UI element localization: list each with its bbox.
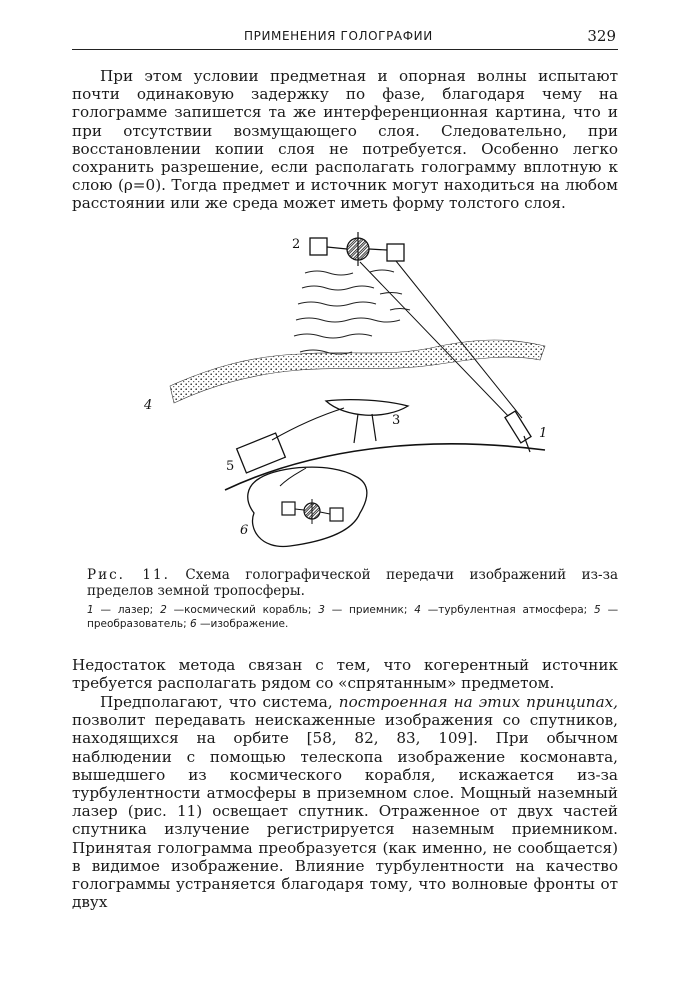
paragraph-1: При этом условии предметная и опорная волны испытают почти одинаковую задержку по фазе, благодаря чему на голограмме запишется та же интерференционная картина, что и при отсутствии возмущающего слоя. Следовательно, при восстановлении копии слоя не потребуется. Особенно легко сохранить разрешение, если располагать голограмму вплотную к слою (ρ=0). Тогда предмет и источник могут находиться на любом расстоянии или же среда может иметь форму толстого слоя.: [72, 67, 618, 213]
legend-text: — приемник;: [331, 604, 408, 616]
legend-num: 5: [594, 604, 601, 616]
figure-holographic-scheme: [140, 228, 560, 558]
paragraph-3-start: Предполагают, что система,: [100, 693, 333, 711]
page-number: 329: [587, 27, 616, 45]
legend-text: —преобразователь;: [87, 604, 619, 630]
figure-label-5: 5: [226, 459, 235, 474]
legend-num: 6: [189, 618, 197, 630]
figure-label-3: 3: [392, 413, 401, 428]
caption-label: Рис. 11.: [87, 567, 170, 583]
paragraph-3: [72, 693, 618, 911]
legend-num: 2: [160, 604, 167, 616]
figure-label-1: 1: [539, 426, 548, 441]
paragraph-3-rest: позволит передавать неискаженные изображения со спутников, находящихся на орбите [58, 82, 83, 109]. При обычном наблюдении с помощью телескопа изображение космонавта, вышедшего из космического корабля, искажается из-за турбулентности атмосферы в приземном слое. Мощный наземный лазер (рис. 11) освещает спутник. Отраженное от двух частей спутника излучение регистрируется наземным приемником. Принятая голограмма преобразуется (как именно, не сообщается) в видимое изображение. Влияние турбулентности на качество голограммы устраняется благодаря тому, что волновые фронты от двух: [72, 711, 618, 912]
turbulent-atmosphere: [170, 340, 545, 403]
caption-text: Схема голографической передачи изображений из-за пределов земной тропосферы.: [87, 567, 618, 599]
figure-label-6: 6: [240, 523, 249, 538]
figure-legend: [87, 603, 618, 631]
figure-label-4: 4: [144, 398, 153, 413]
page-header: [72, 27, 618, 50]
paragraph-3-italic: построенная на этих принципах,: [338, 693, 619, 711]
image-blob: [248, 467, 367, 546]
paragraph-2: Недостаток метода связан с тем, что когерентный источник требуется располагать рядом со «спрятанным» предметом.: [72, 656, 618, 693]
legend-text: —изображение.: [200, 618, 289, 630]
wave-fronts: [294, 270, 410, 354]
running-head: ПРИМЕНЕНИЯ ГОЛОГРАФИИ: [244, 29, 433, 43]
legend-text: —турбулентная атмосфера;: [427, 604, 588, 616]
legend-text: — лазер;: [100, 604, 154, 616]
legend-text: —космический корабль;: [173, 604, 312, 616]
figure-label-2: 2: [292, 237, 301, 252]
converter: [237, 408, 344, 473]
legend-num: 1: [87, 604, 94, 616]
spacecraft: [310, 232, 404, 266]
legend-num: 3: [318, 604, 325, 616]
figure-caption: [87, 567, 618, 599]
legend-num: 4: [414, 604, 421, 616]
